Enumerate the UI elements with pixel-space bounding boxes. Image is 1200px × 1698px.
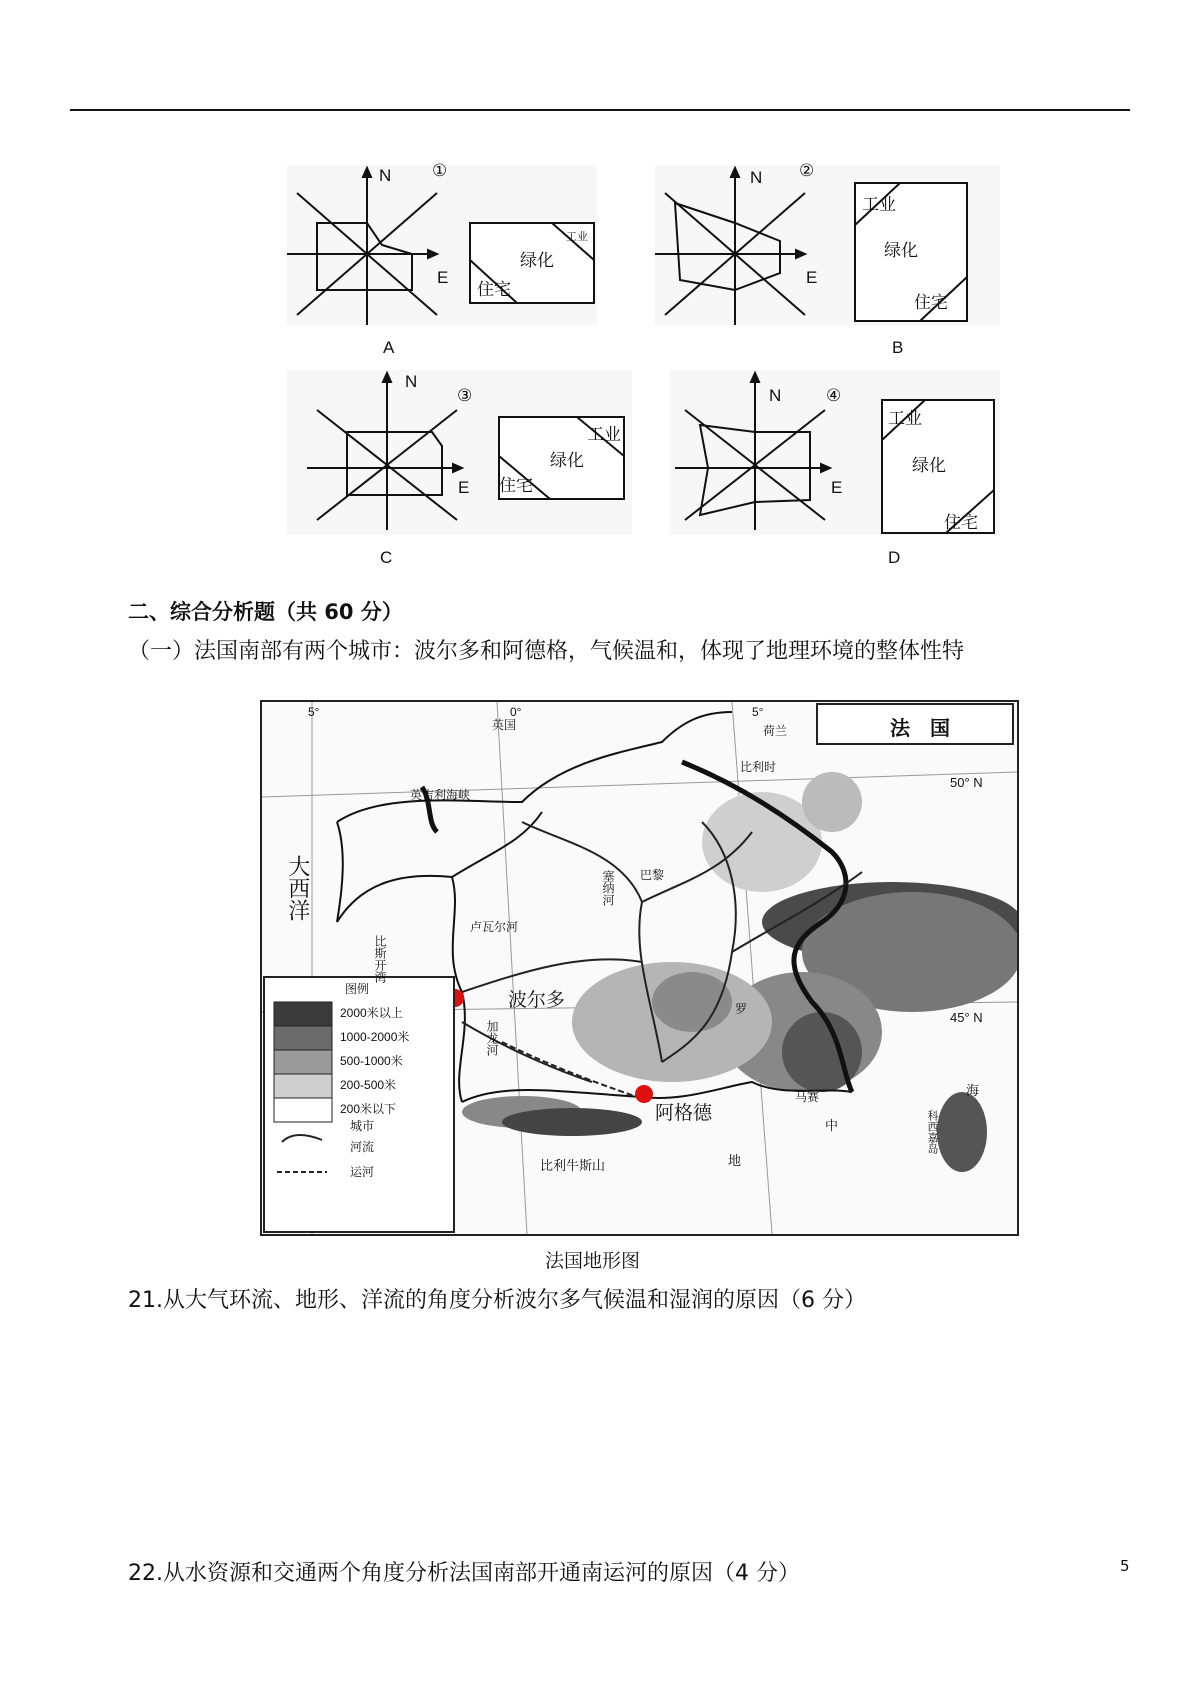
atlantic-label: 大西洋 bbox=[285, 855, 311, 921]
legend-river: 河流 bbox=[350, 1140, 375, 1154]
mediterranean-label: 地 bbox=[728, 1153, 742, 1168]
compass-east-label: E bbox=[437, 268, 449, 287]
legend-canal: 运河 bbox=[350, 1165, 375, 1179]
option-letter-d: D bbox=[888, 548, 901, 567]
zone-green-label: 绿化 bbox=[520, 251, 554, 270]
question-22: 22.从水资源和交通两个角度分析法国南部开通南运河的原因（4 分） bbox=[128, 1561, 800, 1586]
sea-label: 海 bbox=[966, 1083, 980, 1098]
compass-east-label: E bbox=[806, 268, 818, 287]
option-number: ④ bbox=[826, 386, 842, 405]
compass-north-label: N bbox=[769, 386, 782, 405]
compass-north-label: N bbox=[379, 166, 392, 185]
compass-east-label: E bbox=[831, 478, 843, 497]
zone-residential-label: 住宅 bbox=[914, 293, 948, 312]
legend-item: 500-1000米 bbox=[340, 1054, 403, 1068]
lat-label: 45° N bbox=[950, 1010, 983, 1025]
zone-residential-label: 住宅 bbox=[499, 476, 533, 495]
map-title: 法 国 bbox=[890, 718, 950, 740]
zone-green-label: 绿化 bbox=[884, 241, 918, 260]
map-caption: 法国地形图 bbox=[545, 1250, 641, 1272]
seine-label: 塞纳河 bbox=[601, 870, 615, 906]
legend-title: 图例 bbox=[345, 982, 370, 996]
page-number: 5 bbox=[1120, 1557, 1130, 1575]
channel-label: 英吉利海峡 bbox=[410, 788, 471, 802]
lon-label: 0° bbox=[510, 705, 522, 719]
zone-residential-label: 住宅 bbox=[944, 513, 978, 532]
header-rule bbox=[70, 109, 1130, 111]
bordeaux-label: 波尔多 bbox=[508, 990, 566, 1011]
compass-east-label: E bbox=[458, 478, 470, 497]
zone-industry-label: 工业 bbox=[587, 425, 621, 444]
zone-residential-label: 住宅 bbox=[477, 280, 511, 299]
option-letter-c: C bbox=[380, 548, 393, 567]
section-title: 二、综合分析题（共 60 分） bbox=[128, 600, 403, 624]
zone-industry-label: 工业 bbox=[888, 409, 922, 428]
option-number: ② bbox=[799, 161, 815, 180]
option-b-figure bbox=[655, 165, 1000, 325]
intro-text: （一）法国南部有两个城市：波尔多和阿德格，气候温和，体现了地理环境的整体性特 bbox=[128, 639, 965, 664]
option-letter-a: A bbox=[383, 338, 395, 357]
legend-item: 200米以下 bbox=[340, 1102, 397, 1116]
garonne-label: 加龙河 bbox=[485, 1020, 499, 1056]
agde-city-marker bbox=[635, 1085, 653, 1103]
option-a-figure bbox=[287, 165, 597, 325]
lon-label: 5° bbox=[752, 705, 764, 719]
zone-industry-label: 工业 bbox=[862, 195, 896, 214]
biscay-label: 比斯开湾 bbox=[373, 935, 387, 983]
option-number: ③ bbox=[457, 386, 473, 405]
marseille-label: 马赛 bbox=[795, 1090, 820, 1104]
zone-industry-label: 工业 bbox=[566, 231, 588, 243]
legend-item: 1000-2000米 bbox=[340, 1030, 410, 1044]
belgium-label: 比利时 bbox=[740, 760, 777, 774]
option-letter-b: B bbox=[892, 338, 904, 357]
lon-label: 5° bbox=[308, 705, 320, 719]
zone-green-label: 绿化 bbox=[550, 451, 584, 470]
rhone-label: 罗 bbox=[735, 1002, 748, 1016]
option-number: ① bbox=[432, 161, 448, 180]
compass-north-label: N bbox=[750, 168, 763, 187]
corsica-label: 科西嘉岛 bbox=[926, 1110, 938, 1154]
paris-label: 巴黎 bbox=[640, 868, 665, 882]
question-21: 21.从大气环流、地形、洋流的角度分析波尔多气候温和湿润的原因（6 分） bbox=[128, 1288, 866, 1313]
mediterranean-label: 中 bbox=[825, 1118, 839, 1133]
lat-label: 50° N bbox=[950, 775, 983, 790]
agde-label: 阿格德 bbox=[655, 1103, 713, 1124]
pyrenees-label: 比利牛斯山 bbox=[540, 1158, 606, 1173]
uk-label: 英国 bbox=[492, 718, 517, 732]
legend-item: 2000米以上 bbox=[340, 1006, 403, 1020]
legend-city: 城市 bbox=[350, 1119, 375, 1133]
zone-green-label: 绿化 bbox=[912, 456, 946, 475]
legend-item: 200-500米 bbox=[340, 1078, 397, 1092]
loire-label: 卢瓦尔河 bbox=[470, 920, 519, 934]
netherlands-label: 荷兰 bbox=[763, 724, 788, 738]
compass-north-label: N bbox=[405, 372, 418, 391]
